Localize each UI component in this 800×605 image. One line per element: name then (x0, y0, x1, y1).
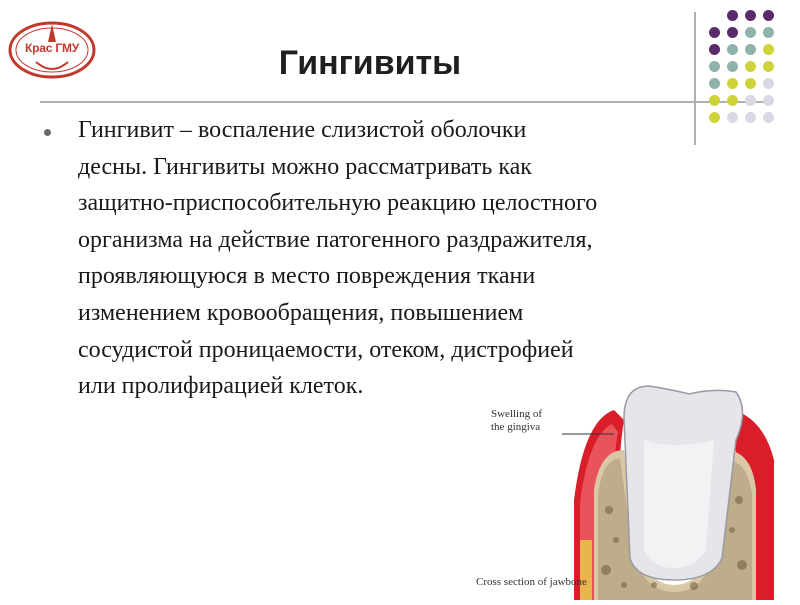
decorative-dot (709, 27, 720, 38)
body-line: защитно-приспособительную реакцию целостного (78, 190, 598, 217)
decorative-dot (763, 10, 774, 21)
decorative-dot (709, 44, 720, 55)
decorative-dot (745, 95, 756, 106)
body-line: проявляющуюся в место повреждения ткани (78, 263, 536, 290)
slide-body-text (78, 112, 778, 405)
logo-text: Крас ГМУ (25, 41, 79, 55)
decorative-dot (727, 95, 738, 106)
label-line: Swelling of (491, 408, 543, 420)
horizontal-divider (40, 101, 773, 103)
figure-caption: Cross section of jawbone (476, 576, 587, 588)
decorative-dot (727, 61, 738, 72)
decorative-dot (709, 95, 720, 106)
decorative-dot (709, 61, 720, 72)
decorative-dot (745, 78, 756, 89)
decorative-dot (745, 10, 756, 21)
decorative-dot (745, 27, 756, 38)
label-line: the gingiva (491, 421, 541, 433)
body-line: десны. Гингивиты можно рассматривать как (78, 153, 532, 180)
decorative-dot (727, 44, 738, 55)
body-line: Гингивит – воспаление слизистой оболочки (78, 117, 527, 143)
decorative-dot (709, 78, 720, 89)
body-line: сосудистой проницаемости, отеком, дистрофией (78, 336, 574, 363)
decorative-dot (763, 95, 774, 106)
decorative-dot (763, 78, 774, 89)
bullet-icon (44, 129, 51, 136)
body-line: изменением кровообращения, повышением (78, 299, 524, 326)
slide-title: Гингивиты (278, 44, 462, 82)
figure-label-swelling (491, 408, 542, 434)
decorative-dot (727, 78, 738, 89)
decorative-dot (745, 44, 756, 55)
decorative-dot (763, 44, 774, 55)
decorative-dot (727, 27, 738, 38)
decorative-dot (745, 61, 756, 72)
decorative-dot (763, 27, 774, 38)
decorative-dot (763, 61, 774, 72)
body-line: организма на действие патогенного раздражителя, (78, 226, 593, 253)
decorative-dot (727, 10, 738, 21)
body-line: или пролифирацией клеток. (78, 373, 364, 400)
